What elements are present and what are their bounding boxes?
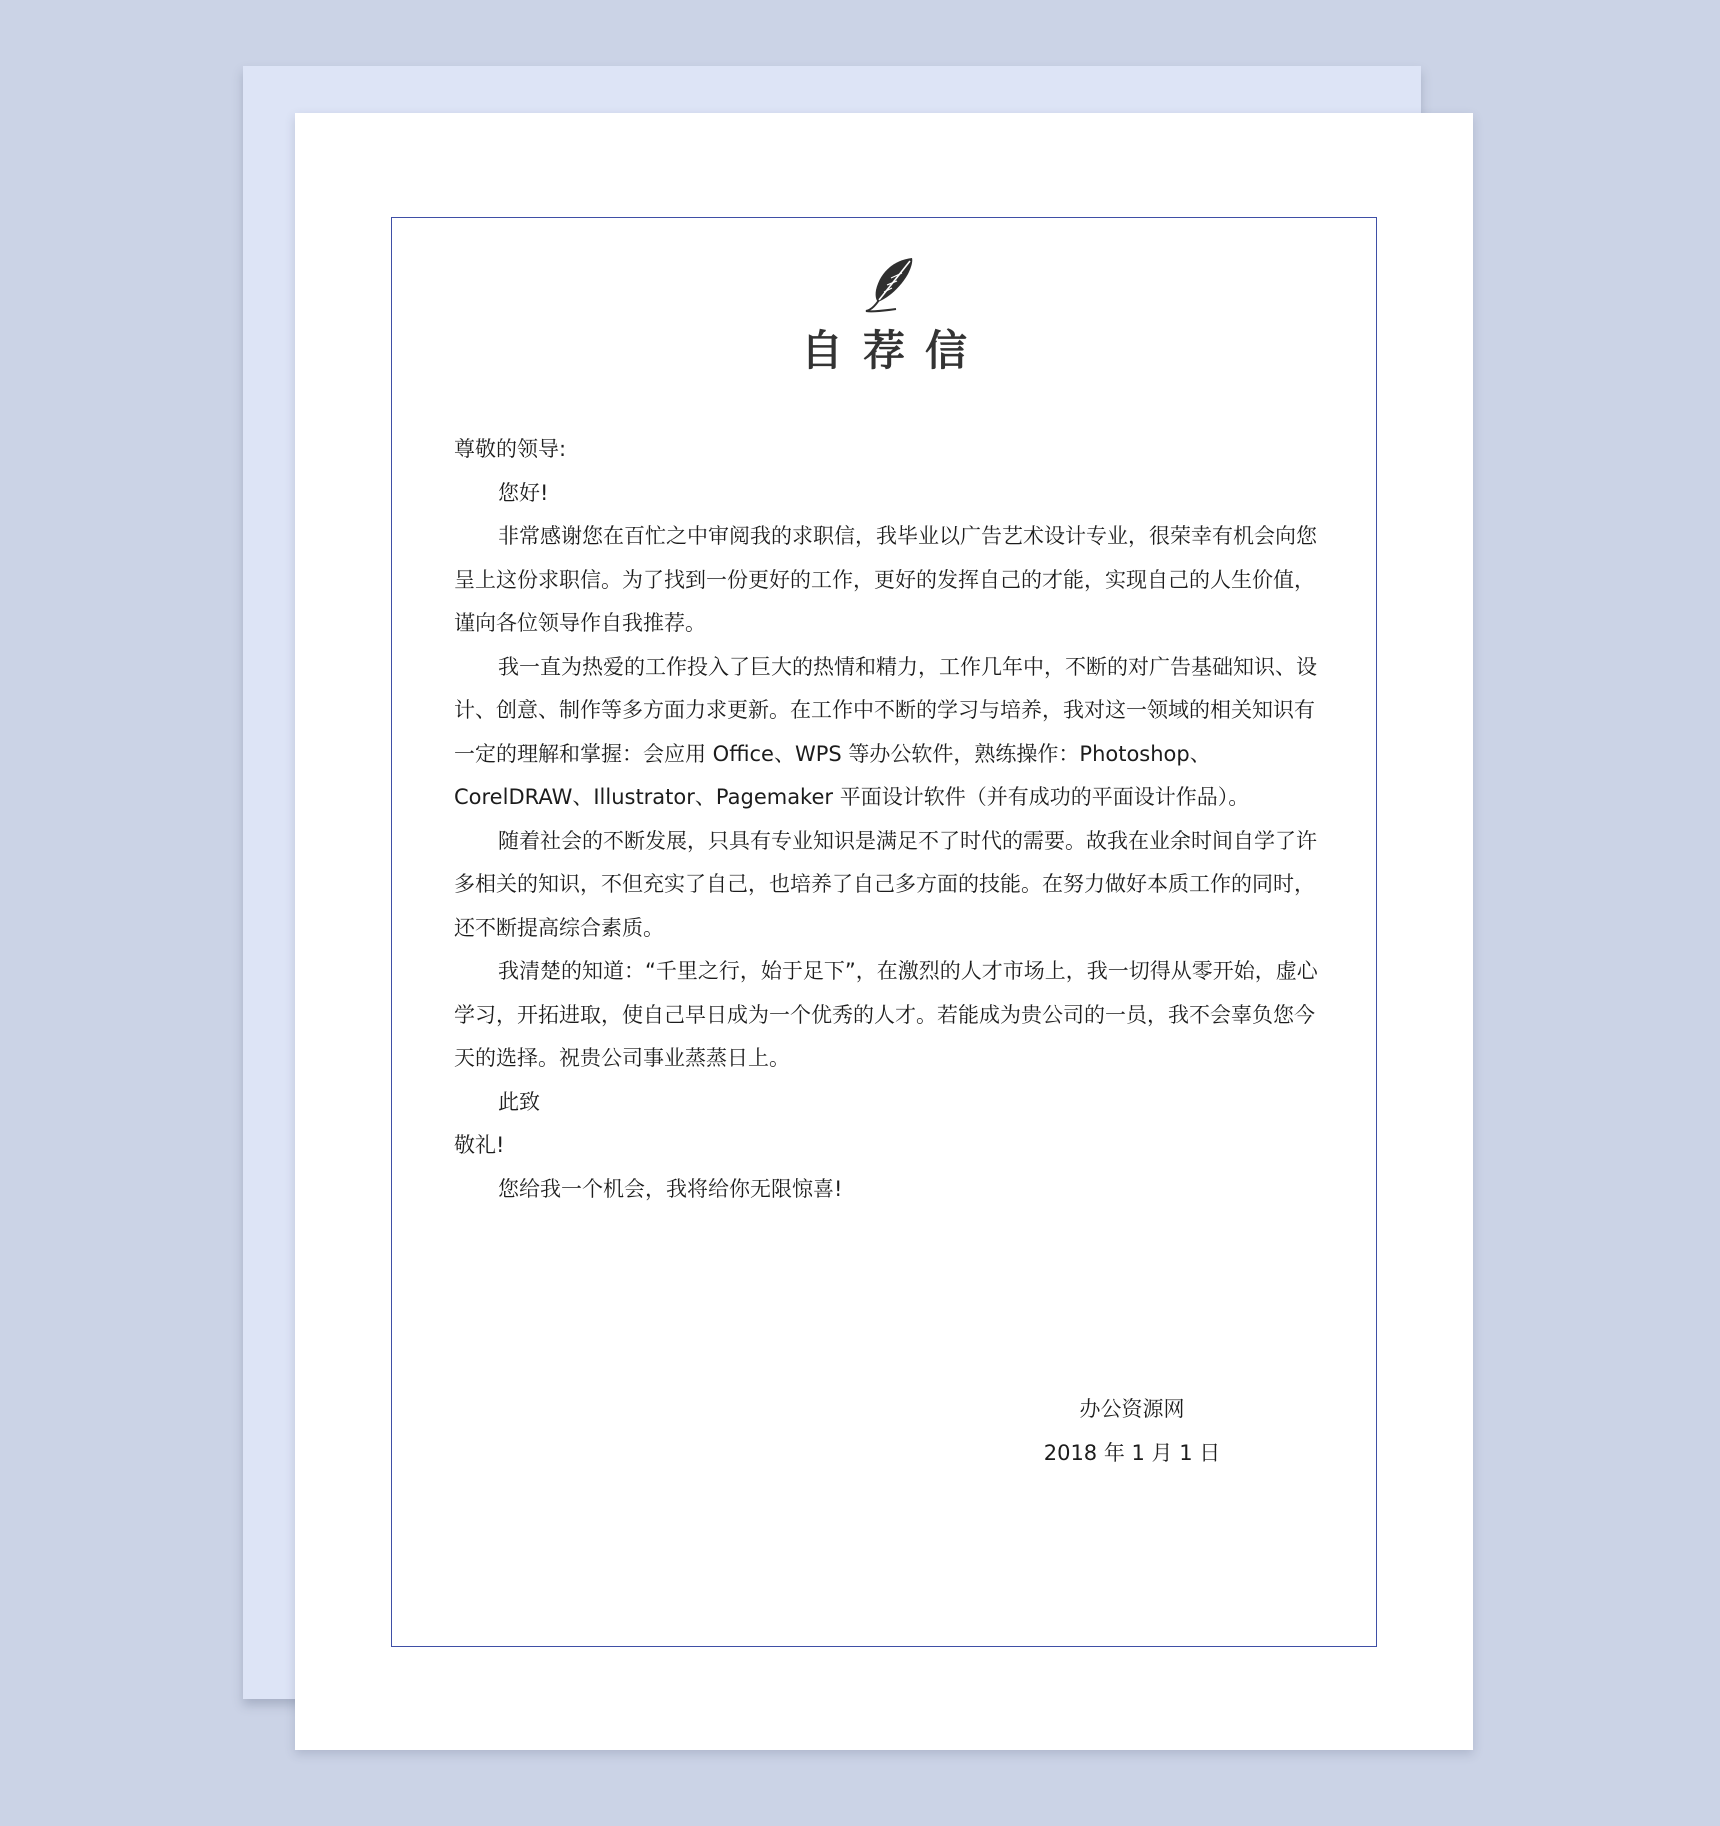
closing-line-1: 此致 bbox=[498, 1089, 540, 1114]
paragraph: 我一直为热爱的工作投入了巨大的热情和精力，工作几年中，不断的对广告基础知识、设计、创意、制作等多方面力求更新。在工作中不断的学习与培养，我对这一领域的相关知识有一定的理解和掌握：会应用 Office、WPS 等办公软件，熟练操作：Photoshop、CorelDRAW、Illustrator、Pagemaker 平面设计软件（并有成功的平面设计作品）。 bbox=[454, 654, 1317, 809]
feather-icon bbox=[862, 254, 918, 314]
letter-body bbox=[454, 428, 1324, 1211]
paragraph: 随着社会的不断发展，只具有专业知识是满足不了时代的需要。故我在业余时间自学了许多相关的知识，不但充实了自己，也培养了自己多方面的技能。在努力做好本质工作的同时，还不断提高综合素质。 bbox=[454, 828, 1317, 940]
postscript: 您给我一个机会，我将给你无限惊喜! bbox=[498, 1176, 843, 1201]
signature-block bbox=[1032, 1388, 1232, 1475]
closing-line-2: 敬礼! bbox=[454, 1133, 505, 1157]
page-title: 自荐信 bbox=[800, 326, 987, 375]
letter-page bbox=[295, 113, 1473, 1750]
signature: 办公资源网 bbox=[1079, 1397, 1185, 1421]
paragraph: 非常感谢您在百忙之中审阅我的求职信，我毕业以广告艺术设计专业，很荣幸有机会向您呈上这份求职信。为了找到一份更好的工作，更好的发挥自己的才能，实现自己的人生价值，谨向各位领导作自我推荐。 bbox=[454, 524, 1317, 635]
letter-frame bbox=[391, 217, 1377, 1647]
date: 2018 年 1 月 1 日 bbox=[1043, 1440, 1221, 1465]
greeting: 您好! bbox=[498, 480, 549, 505]
salutation: 尊敬的领导: bbox=[454, 437, 567, 461]
paragraph: 我清楚的知道：“千里之行，始于足下”，在激烈的人才市场上，我一切得从零开始，虚心学习，开拓进取，使自己早日成为一个优秀的人才。若能成为贵公司的一员，我不会辜负您今天的选择。祝贵公司事业蒸蒸日上。 bbox=[454, 959, 1318, 1070]
